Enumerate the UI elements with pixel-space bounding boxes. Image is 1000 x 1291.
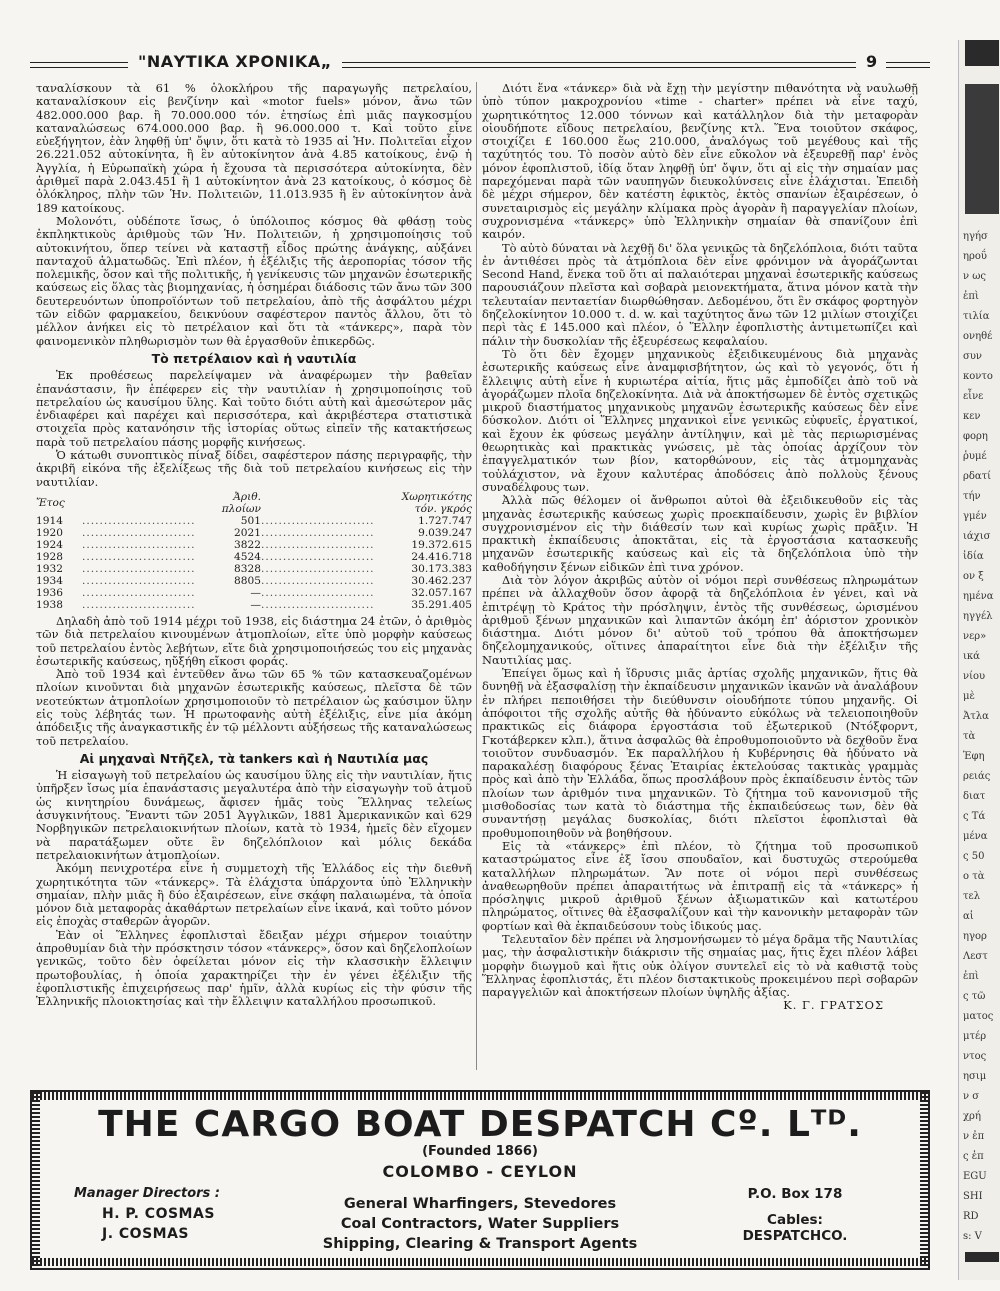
- ad-service-line: Shipping, Clearing & Transport Agents: [322, 1236, 638, 1252]
- year-cell: 1934: [36, 574, 63, 587]
- leader-dots: ..........................: [82, 598, 196, 611]
- edge-text-fragment: μὲ: [963, 691, 975, 702]
- edge-text-fragment: μτέρ: [963, 1031, 987, 1042]
- ad-location: COLOMBO - CEYLON: [382, 1162, 578, 1181]
- edge-text-fragment: SHI: [963, 1191, 983, 1202]
- leader-dots: ..........................: [261, 586, 375, 599]
- ships-cell: 8328: [234, 562, 261, 575]
- edge-text-fragment: ῥυμέ: [963, 451, 987, 462]
- section-heading: Τὸ πετρέλαιον καὶ ἡ ναυτιλία: [151, 350, 357, 366]
- edge-text-fragment: ηροΰ: [963, 251, 987, 262]
- paragraph: Δηλαδὴ ἀπὸ τοῦ 1914 μέχρι τοῦ 1938, εἰς διάστημα 24 ἐτῶν, ὁ ἀριθμὸς τῶν διὰ πετρελαίου κινουμένων ἀτμοπλοίων, εἴτε ὑπὸ μορφὴν καύσεως τοῦ πετρελαίου ἐντὸς λεβήτων, εἴτε διὰ χρησιμοποιήσεώς του εἰς μηχανὰς ἐσωτερικῆς καύσεως, ηὔξήθη εἴκοσι φοράς.: [36, 613, 472, 668]
- paragraph: Ἀκόμη πενιχροτέρα εἶνε ἡ συμμετοχὴ τῆς Ἑλλάδος εἰς τὴν διεθνῆ χωρητικότητα τῶν «τάνκερς». Τὰ ἐλάχιστα ὑπάρχοντα ὑπὸ Ἑλληνικὴν σημαίαν, πλὴν μιᾶς ἢ δύο ἐξαιρέσεων, εἶνε σκάφη παλαιωμένα, τὰ ὁποῖα μόνον διὰ μεταφορὰς ἀκαθάρτων πετρελαίων εἶνε ἱκανά, καὶ τοῦτο μόνον εἰς ἐποχὰς σταθερῶν ἀγορῶν.: [36, 861, 472, 929]
- header-rule-left: [30, 62, 128, 68]
- paragraph: Ὁ κάτωθι συνοπτικὸς πίναξ δίδει, σαφέστερον πάσης περιγραφῆς, τὴν ἀκριβῆ εἰκόνα τῆς ἐξελίξεως τῆς διὰ τοῦ πετρελαίου κινήσεως εἰς τὴν ναυτιλίαν.: [36, 448, 472, 489]
- edge-text-fragment: ν ἐπ: [963, 1131, 985, 1142]
- edge-text-fragment: Λεστ: [963, 951, 988, 962]
- table-row: [36, 515, 472, 527]
- edge-rule: [965, 1252, 999, 1262]
- edge-text-fragment: ς Τά: [963, 811, 986, 822]
- edge-text-fragment: ρειάς: [963, 771, 991, 782]
- table-row: [36, 599, 472, 611]
- left-column: [36, 82, 472, 1009]
- tonnage-cell: 9.039.247: [418, 526, 472, 539]
- ships-cell: —: [250, 598, 261, 611]
- section-heading: Αἱ μηχαναὶ Ντῆζελ, τὰ tankers καὶ ἡ Ναυτιλία μας: [79, 750, 429, 766]
- edge-text-fragment: τὰ: [963, 731, 976, 742]
- edge-text-fragment: ηγήσ: [963, 231, 988, 242]
- edge-text-fragment: κοντο: [963, 371, 993, 382]
- leader-dots: ..........................: [82, 514, 196, 527]
- edge-text-fragment: ηγγέλ: [963, 611, 993, 622]
- edge-text-fragment: Ἀτλα: [963, 711, 989, 722]
- edge-image: [965, 84, 999, 214]
- edge-text-fragment: Ἐφη: [963, 751, 985, 762]
- table-row: [36, 527, 472, 539]
- leader-dots: ..........................: [261, 550, 375, 563]
- edge-text-fragment: ρδατί: [963, 471, 992, 482]
- year-cell: 1936: [36, 586, 63, 599]
- ad-hatch-bottom: [32, 1258, 928, 1266]
- leader-dots: ..........................: [82, 574, 196, 587]
- paragraph: Διότι ἕνα «τάνκερ» διὰ νὰ ἔχῃ τὴν μεγίστην πιθανότητα νὰ ναυλωθῇ ὑπὸ τύπον μακροχρονίου «time - charter» πρέπει νὰ εἶνε ταχύ, χωρητικότητος 12.000 τόννων καὶ κατάλληλον διὰ τὴν μεταφορὰν οἱουδήποτε εἴδους πετρελαίου, βενζίνης κτλ. Ἕνα τοιοῦτον σκάφος, στοιχίζει £ 160.000 ἕως 210.000, ἀναλόγως τοῦ μεγέθους καὶ τῆς ταχύτητός του. Τὸ ποσὸν αὐτὸ δὲν εἶνε εὔκολον νὰ ἐξευρεθῇ παρ' ἑνὸς μόνον ἐφοπλιστοῦ, ἰδίᾳ ὅταν ληφθῇ ὑπ' ὄψιν, ὅτι αἱ εἰς τὴν σημαίαν μας παρεχόμεναι παρὰ τῶν ναυπηγῶν διευκολύνσεις εἶνε ἐλάχισται. Ἐπειδὴ δὲ μέχρι σήμερον, δὲν κατέστη ἐφικτὸς, ἐκτὸς σπανίων ἐξαιρέσεων, ὁ συνεταιρισμὸς εἰς μεγάλην κλίμακα πρὸς ἀγορὰν ἢ παραγγελίαν πλοίων, συχρονισμένα «τάνκερς» ὑπὸ Ἑλληνικὴν σημαίαν θὰ σπανίζουν ἐπὶ καιρόν.: [482, 81, 918, 242]
- year-cell: 1928: [36, 550, 63, 563]
- ad-cables-address: DESPATCHCO.: [742, 1228, 848, 1244]
- paragraph: Ἐπείγει ὅμως καὶ ἡ ἵδρυσις μιᾶς ἀρτίας σχολῆς μηχανικῶν, ἥτις θὰ δυνηθῇ νὰ ἐξασφαλίσῃ τὴν ἐκπαίδευσιν μηχανικῶν ἱκανῶν νὰ ἀναλάβουν ἐν πλήρει πεποιθήσει τὴν διεύθυνσιν οἱουδήποτε τύπου μηχανῆς. Οἱ ἀπόφοιτοι τῆς σχολῆς αὐτῆς θὰ ἠδύναντο εὐκόλως νὰ τελειοποιηθοῦν πρακτικῶς εἰς διάφορα ἐργοστάσια τοῦ ἐξωτερικοῦ (Ντόξφορντ, Γκοτάβερκεν κλπ.), ἅτινα ἀσφαλῶς θὰ ἐπροθυμοποιοῦντο νὰ δεχθοῦν ἕνα τοιοῦτον συνδυασμόν. Ἐκ παραλλήλου ἡ Κυβέρνησις θὰ ἠδύνατο νὰ παρακαλέσῃ διαφόρους ξένας Ἑταιρίας ἐκτελούσας τακτικὰς γραμμὰς πρὸς καὶ ἀπὸ τὴν Ἑλλάδα, ὅπως προσλάβουν πρὸς ἐκπαίδευσιν ἐντὸς τῶν πλοίων των ἀριθμόν τινα μηχανικῶν. Τὸ ζήτημα τοῦ κανονισμοῦ τῆς μισθοδοσίας των κατὰ τὸ διάστημα τῆς ἐκπαιδεύσεως των, δὲν θὰ συναντήσῃ μεγάλας δυσκολίας, διότι πλεῖστοι ἐφοπλισταὶ θὰ προθυμοποιηθοῦν νὰ βοηθήσουν.: [482, 666, 918, 840]
- right-column: [482, 82, 918, 1013]
- leader-dots: ..........................: [261, 574, 375, 587]
- edge-text-fragment: ονηθέ: [963, 331, 993, 342]
- column-divider: [476, 82, 477, 1070]
- page-header: [30, 52, 930, 76]
- ad-service-line: Coal Contractors, Water Suppliers: [340, 1216, 620, 1232]
- edge-text-fragment: ιάχισ: [963, 531, 991, 542]
- ad-manager-name: J. COSMAS: [102, 1226, 190, 1242]
- paragraph: Τὸ αὐτὸ δύναται νὰ λεχθῇ δι' ὅλα γενικῶς τὰ δηζελόπλοια, διότι ταῦτα ἐν ἀντιθέσει πρὸς τὰ ἀτμόπλοια δὲν εἶνε φρόνιμον νὰ ἀγοράζωνται Second Hand, ἕνεκα τοῦ ὅτι αἱ παλαιότεραι μηχαναὶ ἐσωτερικῆς καύσεως παρουσιάζουν πλεῖστα καὶ σοβαρὰ μειονεκτήματα, ἅτινα μόνον κατὰ τὴν τελευταίαν πενταετίαν διωρθώθησαν. Δεδομένου, ὅτι ἓν σκάφος φορτηγὸν δηζελοκίνητον 10.000 τ. d. w. καὶ ταχύτητος ἄνω τῶν 12 μιλίων στοιχίζει περὶ τὰς £ 145.000 καὶ πλέον, ὁ Ἕλλην ἐφοπλιστὴς ἀντιμετωπίζει καὶ πάλιν τὴν δυσκολίαν τῆς ἐξευρέσεως κεφαλαίου.: [482, 240, 918, 348]
- table-row: [36, 563, 472, 575]
- year-cell: 1938: [36, 598, 63, 611]
- edge-text-fragment: ο τὰ: [963, 871, 985, 882]
- oil-fleet-table: [36, 491, 472, 611]
- paragraph: Μολονότι, οὐδέποτε ἴσως, ὁ ὑπόλοιπος κόσμος θὰ φθάσῃ τοὺς ἐκπληκτικοὺς ἀριθμοὺς τῶν Ἡν. Πολιτειῶν, ἡ χρησιμοποίησις τοῦ αὐτοκινήτου, ὅπερ τείνει νὰ καταστῇ εἶδος πρώτης ἀνάγκης, αὐξάνει πανταχοῦ ἁλματωδῶς. Ἐπὶ πλέον, ἡ ἐξέλιξις τῆς ἀεροπορίας τόσον τῆς πολεμικῆς, ὅσον καὶ τῆς πολιτικῆς, ἡ γενίκευσις τῶν μηχανῶν ἐσωτερικῆς καύσεως εἰς ὅλας τὰς βιομηχανίας, ἡ ὁσημέραι διάδοσις τῶν ἄνω τῶν 300 δευτερευόντων ὑποπροϊόντων τοῦ πετρελαίου, ἀπὸ τῆς ἀσφάλτου μέχρι τῶν εἰδῶν φαρμακείου, δεικνύουν σαφέστερον παντὸς ἄλλου, ὅτι τὸ μέλλον ἀνήκει εἰς τὸ πετρέλαιον καὶ ὅτι τὰ «τάνκερς», παρὰ τὸν φαινομενικὸν πληθωρισμὸν των θὰ ἐργασθοῦν ἐπικερδῶς.: [36, 213, 472, 348]
- edge-text-fragment: γμέν: [963, 511, 987, 522]
- edge-block: [965, 40, 999, 66]
- edge-text-fragment: μένα: [963, 831, 988, 842]
- table-row: [36, 539, 472, 551]
- leader-dots: ..........................: [261, 562, 375, 575]
- advertisement: [30, 1090, 930, 1270]
- paragraph: Ἀλλὰ πῶς θέλομεν οἱ ἄνθρωποι αὐτοὶ θὰ ἐξειδικευθοῦν εἰς τὰς μηχανὰς ἐσωτερικῆς καύσεως χωρὶς προεκπαίδευσιν, χωρὶς ἓν βιβλίον συγχρονισμένον εἰς τὴν διάθεσίν των καὶ κυρίως χωρὶς πρᾶξιν. Ἡ πρακτικὴ ἐκπαίδευσις ἀποκτᾶται, εἰς τὰ ἐργοστάσια κατασκευῆς μηχανῶν ἐσωτερικῆς καύσεως καὶ εἰς τὰ δηζελόπλοια ὑπὸ τὴν καθοδήγησιν ξένων εἰδικῶν ἐπὶ τινα χρόνον.: [482, 493, 918, 574]
- edge-text-fragment: τιλία: [963, 311, 990, 322]
- paragraph: Ἐὰν οἱ Ἕλληνες ἐφοπλισταὶ ἔδειξαν μέχρι σήμερον τοιαύτην ἀπροθυμίαν διὰ τὴν πρόσκτησιν τόσον «τάνκερς», ὅσον καὶ δηζελοπλοίων γενικῶς, τοῦτο δὲν ὀφείλεται μόνον εἰς τὴν κλασσικὴν ἔλλειψιν πρωτοβουλίας, ἡ ὁποία χαρακτηρίζει τὴν ἐν γένει ἐξέλιξιν τῆς ἐφοπλιστικῆς ἐπιχειρήσεως παρ' ἡμῖν, ἀλλὰ κυρίως εἰς τὴν φύσιν τῆς Ἑλληνικῆς πλοιοκτησίας καὶ τὴν ἔλλειψιν καταλλήλου προσωπικοῦ.: [36, 927, 472, 1009]
- paragraph: Ἀπὸ τοῦ 1934 καὶ ἐντεῦθεν ἄνω τῶν 65 % τῶν κατασκευαζομένων πλοίων κινοῦνται διὰ μηχανῶν ἐσωτερικῆς καύσεως, πλεῖστα δὲ τῶν νεοτεύκτων ἀτμοπλοίων χρησιμοποιοῦν τὸ πετρέλαιον ὡς καύσιμον ὕλην εἰς τοὺς λέβητάς των. Ἡ πρωτοφανὴς αὐτὴ ἐξέλιξις, εἶνε μία ἀκόμη ἀπόδειξις τῆς ἀναγκαστικῆς ἐν τῷ μέλλοντι αὐξήσεως τῆς καταναλώσεως τοῦ πετρελαίου.: [36, 667, 472, 748]
- ad-service-line: General Wharfingers, Stevedores: [343, 1196, 617, 1212]
- column-header-ships: Ἀριθ. πλοίων: [221, 490, 261, 515]
- edge-text-fragment: ικά: [963, 651, 980, 662]
- edge-text-fragment: ηγορ: [963, 931, 987, 942]
- edge-text-fragment: ντος: [963, 1051, 987, 1062]
- ad-managers-label: Manager Directors :: [74, 1186, 220, 1201]
- ships-cell: 8805: [234, 574, 261, 587]
- year-cell: 1932: [36, 562, 63, 575]
- paragraph: Ἡ εἰσαγωγὴ τοῦ πετρελαίου ὡς καυσίμου ὕλης εἰς τὴν ναυτιλίαν, ἥτις ὑπῆρξεν ἴσως μία ἐπανάστασις μεγαλυτέρα ἀπὸ τὴν εἰσαγωγὴν τοῦ ἀτμοῦ ὡς κινητηρίου δυνάμεως, ἄφισεν ἡμᾶς τοὺς Ἕλληνας τελείως ἀσυγκινήτους. Ἔναντι τῶν 2051 Ἀγγλικῶν, 1881 Ἀμερικανικῶν καὶ 629 Νορβηγικῶν πετρελαιοκινήτων πλοίων, κατὰ τὸ 1934, ἡμεῖς δὲν εἴχομεν νὰ παρατάξωμεν οὔτε ἓν δηζελόπλοιον καὶ μόλις δεκάδα πετρελαιοκινήτων ἀτμοπλοίων.: [36, 768, 472, 862]
- edge-text-fragment: κεν: [963, 411, 981, 422]
- tonnage-cell: 24.416.718: [411, 550, 472, 563]
- edge-text-fragment: ς τῶ: [963, 991, 986, 1002]
- paragraph: Ἐκ προθέσεως παρελείψαμεν νὰ ἀναφέρωμεν τὴν βαθεῖαν ἐπανάστασιν, ἣν ἐπέφερεν εἰς τὴν ναυτιλίαν ἡ χρησιμοποίησις τοῦ πετρελαίου ὡς καυσίμου ὕλης. Καὶ τοῦτο διότι αὐτὴ καὶ ἀμεσώτερον μᾶς ἐνδιαφέρει καὶ παρέχει καὶ περισσότερα, καὶ ἀκριβέστερα στατιστικὰ στοιχεῖα πρὸς κατανόησιν τῆς ἱστορίας οὕτως εἰπεῖν τῆς κατακτήσεως παρὰ τοῦ πετρελαίου πάσης μορφῆς κινήσεως.: [36, 368, 472, 449]
- edge-text-fragment: νερ»: [963, 631, 987, 642]
- page-number: 9: [866, 52, 878, 71]
- leader-dots: ..........................: [261, 598, 375, 611]
- edge-text-fragment: διατ: [963, 791, 986, 802]
- edge-text-fragment: ον ξ: [963, 571, 984, 582]
- tonnage-cell: 35.291.405: [411, 598, 472, 611]
- edge-text-fragment: ἐπὶ: [963, 971, 979, 982]
- tonnage-cell: 30.462.237: [411, 574, 472, 587]
- ad-hatch-top: [32, 1092, 928, 1100]
- ad-manager-name: H. P. COSMAS: [102, 1206, 215, 1222]
- leader-dots: ..........................: [82, 586, 196, 599]
- year-cell: 1920: [36, 526, 63, 539]
- tonnage-cell: 1.727.747: [418, 514, 472, 527]
- edge-text-fragment: ησιμ: [963, 1071, 987, 1082]
- year-cell: 1914: [36, 514, 63, 527]
- edge-text-fragment: ν ως: [963, 271, 987, 282]
- ad-founded: (Founded 1866): [422, 1144, 538, 1159]
- leader-dots: ..........................: [261, 514, 375, 527]
- table-row: [36, 551, 472, 563]
- edge-text-fragment: ς 50: [963, 851, 985, 862]
- edge-text-fragment: τελ: [963, 891, 981, 902]
- ad-company-name: THE CARGO BOAT DESPATCH Cº. Lᵀᴰ.: [98, 1104, 862, 1145]
- edge-text-fragment: s: V: [963, 1231, 982, 1242]
- edge-text-fragment: ἐπὶ: [963, 291, 979, 302]
- ships-cell: 2021: [234, 526, 261, 539]
- leader-dots: ..........................: [261, 538, 375, 551]
- year-cell: 1924: [36, 538, 63, 551]
- ships-cell: —: [250, 586, 261, 599]
- edge-text-fragment: εἶνε: [963, 391, 984, 402]
- paragraph: Τὸ ὅτι δὲν ἔχομεν μηχανικοὺς ἐξειδικευμένους διὰ μηχανὰς ἐσωτερικῆς καύσεως εἶνε ἀναμφισβήτητον, ὡς καὶ τὸ γεγονός, ὅτι ἡ ἔλλειψις αὐτὴ εἶνε ἡ κυριωτέρα αἰτία, ἥτις μᾶς ἐμποδίζει ἀπὸ τοῦ νὰ ἀγοράζωμεν πλοῖα δηζελοκίνητα. Διὰ νὰ ἀποκτήσωμεν δὲ ἐντὸς σχετικῶς μικροῦ διαστήματος μηχανικοὺς μηχανῶν ἐσωτερικῆς καύσεως δὲν εἶνε δύσκολον. Διότι οἱ Ἕλληνες μηχανικοὶ εἶνε γενικῶς εὐφυεῖς, ἐργατικοί, καὶ ἔχουν ἐκ φύσεως μεγάλην ἀντίληψιν, καὶ μὲ τὰς περιωρισμένας θεωρητικὰς καὶ πρακτικὰς γνώσεις, μὲ τὰς ὁποίας ἀρχίζουν τὸν ἐπαγγελματικόν των βίον, κατορθώνουν, εἰς τὰς ἀτμομηχανὰς τοὐλάχιστον, νὰ ἔχουν καλυτέρας ἀποδόσεις ἀπὸ πολλοὺς ξένους συναδέλφους των.: [482, 346, 918, 494]
- column-header-tonnage: Χωρητικότης τόν. γκρός: [401, 490, 472, 515]
- table-row: [36, 587, 472, 599]
- leader-dots: ..........................: [82, 538, 196, 551]
- tonnage-cell: 19.372.615: [411, 538, 472, 551]
- edge-text-fragment: ς ἐπ: [963, 1151, 984, 1162]
- author-signature: Κ. Γ. ΓΡΑΤΣΟΣ: [783, 998, 884, 1013]
- adjacent-page-edge: [958, 40, 1000, 1280]
- ships-cell: 501: [240, 514, 261, 527]
- leader-dots: ..........................: [82, 550, 196, 563]
- edge-text-fragment: νίου: [963, 671, 986, 682]
- edge-text-fragment: ἰδία: [963, 551, 984, 562]
- leader-dots: ..........................: [261, 526, 375, 539]
- edge-text-fragment: τήν: [963, 491, 981, 502]
- journal-title: "ΝΑΥΤΙΚΑ ΧΡΟΝΙΚΑ„: [138, 52, 332, 71]
- ships-cell: 4524: [234, 550, 261, 563]
- ships-cell: 3822: [234, 538, 261, 551]
- edge-text-fragment: ημένα: [963, 591, 994, 602]
- table-header-row: [36, 491, 472, 515]
- paragraph: Εἰς τὰ «τάνκερς» ἐπὶ πλέον, τὸ ζήτημα τοῦ προσωπικοῦ καταστρώματος εἶνε ἐξ ἴσου σπουδαῖον, καὶ δυστυχῶς στερούμεθα καταλλήλων πληρωμάτων. Ἂν ποτε οἱ νόμοι περὶ συνθέσεως ἀναθεωρηθοῦν πρέπει ἀπαραιτήτως νὰ ἐπιτραπῇ εἰς τὰ «τάνκερς» ἡ πρόσληψις μικροῦ ἀριθμοῦ ξένων ἀξιωματικῶν καὶ κατωτέρου πληρώματος, οἵτινες θὰ ἐξασφαλίζουν καὶ τὴν κανονικὴν μεταφορὰν τῶν φορτίων καὶ θὰ ἐκπαιδεύσουν τοὺς ἰδικούς μας.: [482, 838, 918, 933]
- edge-text-fragment: χρή: [963, 1111, 981, 1122]
- edge-text-fragment: RD: [963, 1211, 979, 1222]
- ad-cables-label: Cables:: [767, 1212, 823, 1228]
- column-header-year: Ἔτος: [36, 496, 65, 509]
- paragraph: Διὰ τὸν λόγον ἀκριβῶς αὐτὸν οἱ νόμοι περὶ συνθέσεως πληρωμάτων πρέπει νὰ ἀλλαχθοῦν ὅσον ἀφορᾷ τὰ δηζελόπλοια ἐν γένει, καὶ νὰ ἐπιτρέψῃ τὸ Κράτος τὴν πρόσληψιν, ἐντὸς τῆς συνθέσεως, ὡρισμένου ἀριθμοῦ ξένων μηχανικῶν καὶ λιπαντῶν ἀκόμη ἐπ' ἀόριστον χρονικὸν διάστημα. Διότι μόνον δι' αὐτοῦ τοῦ τρόπου θὰ ἀποκτήσωμεν δηζελομηχανικούς, οἵτινες ἀπαραίτητοι εἶνε διὰ τὴν ἐξέλιξιν τῆς Ναυτιλίας μας.: [482, 572, 918, 667]
- paragraph: ταναλίσκουν τὰ 61 % ὁλοκλήρου τῆς παραγωγῆς πετρελαίου, καταναλίσκουν εἰς βενζίνην καὶ «motor fuels» μόνον, ἄνω τῶν 482.000.000 βαρ. ἢ 70.000.000 τόν. ἐτησίως ἐπὶ μιᾶς παγκοσμίου καταναλώσεως 674.000.000 βαρ. ἢ 96.000.000 τ. Καὶ τοῦτο εἶνε εὐεξήγητον, ἐὰν ληφθῇ ὑπ' ὄψιν, ὅτι κατὰ τὸ 1935 αἱ Ἡν. Πολιτεῖαι εἶχον 26.221.052 αὐτοκίνητα, ἢ ἓν αὐτοκίνητον ἀνὰ 4.85 κατοίκους, ἐνῷ ἡ Ἀγγλία, ἡ Εὐρωπαϊκὴ χώρα ἡ ἔχουσα τὰ περισσότερα αὐτοκίνητα, δὲν ἀριθμεῖ παρὰ 2.043.451 ἢ 1 αὐτοκίνητον ἀνὰ 23 κατοίκους, ὁ κόσμος δὲ ὁλόκληρος, πλὴν τῶν Ἡν. Πολιτειῶν, 11.013.935 ἢ ἓν αὐτοκίνητον ἀνὰ 189 κατοίκους.: [36, 81, 472, 215]
- edge-text-fragment: φορη: [963, 431, 988, 442]
- header-rule-middle: [342, 62, 856, 68]
- paragraph: Τελευταῖον δὲν πρέπει νὰ λησμονήσωμεν τὸ μέγα δρᾶμα τῆς Ναυτιλίας μας, τὴν ἀσφαλιστικὴν διάκρισιν τῆς σημαίας μας, ἥτις ἔχει πλέον λάβει μορφὴν διωγμοῦ καὶ ἥτις οὐκ ὀλίγον συντελεῖ εἰς τὸ νὰ καθιστᾷ τοὺς Ἕλληνας ἐφοπλιστάς, ἔτι πλέον διστακτικοὺς προκειμένου περὶ σοβαρῶν παραγγελιῶν καὶ ἀποκτήσεων πλοίων ὑψηλῆς ἀξίας.: [482, 932, 918, 1000]
- tonnage-cell: 32.057.167: [411, 586, 472, 599]
- table-row: [36, 575, 472, 587]
- header-rule-right: [886, 62, 930, 68]
- edge-text-fragment: αἱ: [963, 911, 974, 922]
- edge-text-fragment: ματος: [963, 1011, 994, 1022]
- leader-dots: ..........................: [82, 562, 196, 575]
- ad-po-box: P.O. Box 178: [747, 1186, 843, 1202]
- edge-text-fragment: EGU: [963, 1171, 987, 1182]
- edge-text-fragment: ν σ: [963, 1091, 980, 1102]
- leader-dots: ..........................: [82, 526, 196, 539]
- edge-text-fragment: συν: [963, 351, 982, 362]
- tonnage-cell: 30.173.383: [411, 562, 472, 575]
